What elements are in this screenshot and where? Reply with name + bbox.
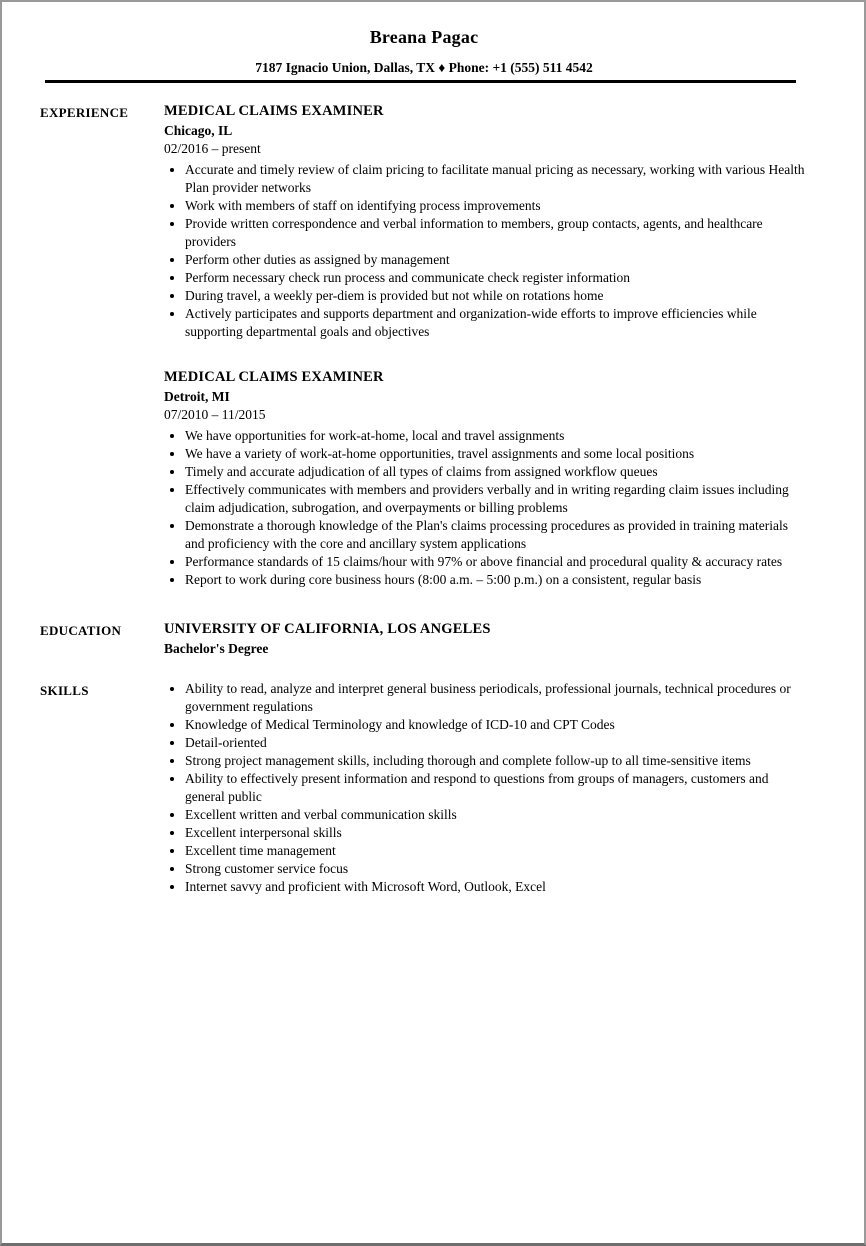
job-location: Detroit, MI xyxy=(164,389,230,404)
job-location: Chicago, IL xyxy=(164,123,233,138)
resume-body xyxy=(40,102,808,896)
bullet-item: • Perform necessary check run process and communicate check register information xyxy=(185,269,808,287)
job-dates: 02/2016 – present xyxy=(164,141,261,156)
candidate-name: Breana Pagac xyxy=(369,27,479,47)
experience-content xyxy=(164,102,808,589)
bullet-item: • Ability to effectively present information and respond to questions from groups of managers, customers and general public xyxy=(185,770,808,806)
section-label-experience: EXPERIENCE xyxy=(40,104,129,120)
bullet-item: • Perform other duties as assigned by management xyxy=(185,251,808,269)
job-bullet-list xyxy=(164,161,808,341)
section-label-education: EDUCATION xyxy=(40,622,122,638)
bullet-item: • During travel, a weekly per-diem is provided but not while on rotations home xyxy=(185,287,808,305)
job-title: MEDICAL CLAIMS EXAMINER xyxy=(164,369,384,385)
bullet-item: • Ability to read, analyze and interpret general business periodicals, professional journals, technical procedures or government regulations xyxy=(185,680,808,716)
bullet-item: • Strong project management skills, including thorough and complete follow-up to all time-sensitive items xyxy=(185,752,808,770)
bullet-item: • Performance standards of 15 claims/hour with 97% or above financial and procedural quality & accuracy rates xyxy=(185,553,808,571)
bullet-item: • Excellent written and verbal communication skills xyxy=(185,806,808,824)
skills-bullet-list xyxy=(164,680,808,896)
degree-name: Bachelor's Degree xyxy=(164,641,269,656)
job-entry-chicago xyxy=(164,102,808,341)
job-bullet-list xyxy=(164,427,808,589)
bullet-item: • Provide written correspondence and verbal information to members, group contacts, agents, and healthcare providers xyxy=(185,215,808,251)
contact-line: 7187 Ignacio Union, Dallas, TX ♦ Phone: +1 (555) 511 4542 xyxy=(255,60,593,75)
experience-section xyxy=(40,102,808,589)
section-label-skills: SKILLS xyxy=(40,682,89,698)
skills-section xyxy=(40,680,808,896)
bullet-item: • Excellent interpersonal skills xyxy=(185,824,808,842)
job-dates: 07/2010 – 11/2015 xyxy=(164,407,266,422)
job-title: MEDICAL CLAIMS EXAMINER xyxy=(164,103,384,119)
bullet-item: • Work with members of staff on identifying process improvements xyxy=(185,197,808,215)
bullet-item: • Demonstrate a thorough knowledge of the Plan's claims processing procedures as provided in training materials and proficiency with the core and ancillary system applications xyxy=(185,517,808,553)
job-entry-detroit xyxy=(164,368,808,589)
bullet-item: • Report to work during core business hours (8:00 a.m. – 5:00 p.m.) on a consistent, regular basis xyxy=(185,571,808,589)
bullet-item: • Accurate and timely review of claim pricing to facilitate manual pricing as necessary, working with various Health Plan provider networks xyxy=(185,161,808,197)
bullet-item: • We have opportunities for work-at-home, local and travel assignments xyxy=(185,427,808,445)
bullet-item: • Timely and accurate adjudication of all types of claims from assigned workflow queues xyxy=(185,463,808,481)
bullet-item: • Detail-oriented xyxy=(185,734,808,752)
education-section xyxy=(40,620,808,659)
skills-content xyxy=(164,680,808,896)
resume-header xyxy=(40,26,808,83)
school-name: UNIVERSITY OF CALIFORNIA, LOS ANGELES xyxy=(164,621,491,637)
education-content xyxy=(164,620,808,659)
bullet-item: • Actively participates and supports department and organization-wide efforts to improve efficiencies while supporting departmental goals and objectives xyxy=(185,305,808,341)
bullet-item: • Strong customer service focus xyxy=(185,860,808,878)
bullet-item: • Excellent time management xyxy=(185,842,808,860)
bullet-item: • We have a variety of work-at-home opportunities, travel assignments and some local positions xyxy=(185,445,808,463)
bullet-item: • Internet savvy and proficient with Microsoft Word, Outlook, Excel xyxy=(185,878,808,896)
header-divider xyxy=(45,80,796,83)
bullet-item: • Effectively communicates with members and providers verbally and in writing regarding claim issues including claim adjudication, subrogation, and overpayments or billing problems xyxy=(185,481,808,517)
bullet-item: • Knowledge of Medical Terminology and knowledge of ICD-10 and CPT Codes xyxy=(185,716,808,734)
